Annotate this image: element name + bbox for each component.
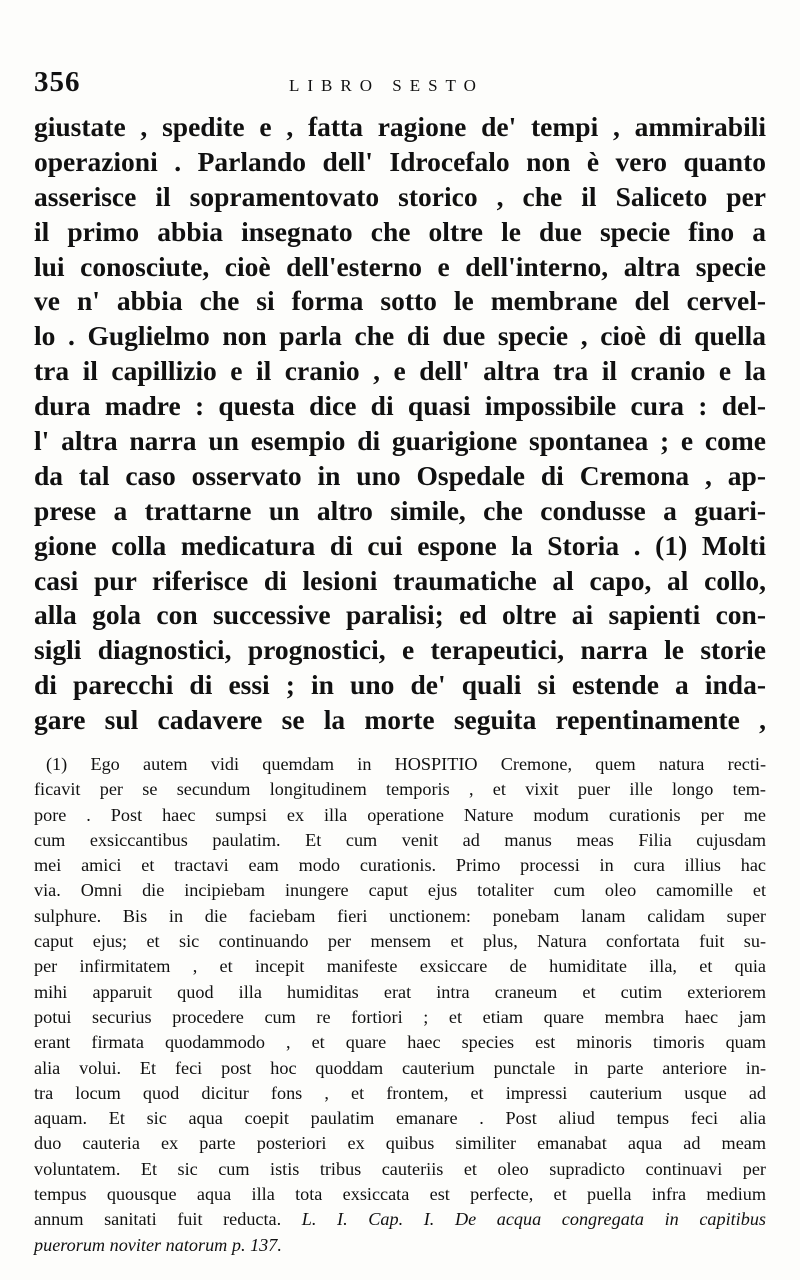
text-line: gione colla medicatura di cui espone la Storia . (1) Molti: [34, 529, 766, 561]
text-line: sigli diagnostici, prognostici, e terapeutici, narra le storie: [34, 634, 766, 666]
main-text: [34, 110, 766, 738]
footnote-line: pore . Post haec sumpsi ex illa operatione Nature modum curationis per me: [34, 804, 766, 825]
text-line: alla gola con successive paralisi; ed oltre ai sapienti con-: [34, 599, 766, 631]
text-line: operazioni . Parlando dell' Idrocefalo non è vero quanto: [34, 145, 766, 177]
citation-title: De acqua congregata in capitibus: [454, 1209, 767, 1230]
citation-ref: L. I. Cap. I.: [301, 1209, 435, 1230]
text-line: dura madre : questa dice di quasi impossibile cura : del-: [34, 390, 766, 422]
footnote-line: voluntatem. Et sic cum istis tribus cauteriis et oleo supradicto continuavi per: [34, 1158, 766, 1179]
text-line: giustate , spedite e , fatta ragione de' tempi , ammirabili: [34, 111, 766, 142]
text-line: lo . Guglielmo non parla che di due specie , cioè di quella: [34, 320, 766, 352]
footnote-line: mei amici et tractavi eam modo curationis. Primo processi in cura illius hac: [34, 855, 766, 876]
text-line: da tal caso osservato in uno Ospedale di Cremona , ap-: [34, 459, 766, 491]
footnote-line: (1) Ego autem vidi quemdam in HOSPITIO Cremone, quem natura recti-: [46, 754, 766, 774]
footnote-line: caput ejus; et sic continuando per mensem et plus, Natura confortata fuit su-: [34, 931, 766, 952]
footnote-line: tempus quousque aqua illa tota exsiccata est perfecte, et puella infra medium: [34, 1184, 766, 1205]
page-number: 356: [34, 66, 81, 98]
citation-title-continued: puerorum noviter natorum: [34, 1234, 228, 1255]
footnote-line: mihi apparuit quod illa humiditas erat intra craneum et cutim exteriorem: [34, 981, 766, 1002]
footnote-line: erant firmata quodammodo , et quare haec species est minoris timoris quam: [34, 1032, 766, 1053]
page-header: [34, 66, 764, 106]
footnote-line: sulphure. Bis in die faciebam fieri unctionem: ponebam lanam calidam super: [34, 905, 766, 926]
text-line: lui conosciute, cioè dell'esterno e dell'interno, altra specie: [34, 250, 766, 282]
footnote-line: per infirmitatem , et incepit manifeste exsiccare de humiditate illa, et quia: [34, 956, 766, 977]
footnote-line: ficavit per se secundum longitudinem temporis , et vixit puer ille longo tem-: [34, 779, 766, 800]
citation-page: p. 137.: [231, 1234, 282, 1255]
footnote-citation-line: [34, 1233, 766, 1258]
footnote-line: alia volui. Et feci post hoc quoddam cauterium punctale in parte anteriore in-: [34, 1057, 766, 1078]
footnote-line: via. Omni die incipiebam inungere caput ejus totaliter cum oleo camomille et: [34, 880, 766, 901]
text-line: l' altra narra un esempio di guarigione spontanea ; e come: [34, 425, 766, 457]
footnote-citation-line: [34, 1207, 766, 1232]
text-line: asserisce il sopramentovato storico , che il Saliceto per: [34, 180, 766, 212]
footnote-line: duo cauteria ex parte posteriori ex quibus similiter emanabat aqua ad meam: [34, 1133, 766, 1154]
footnote-line: aquam. Et sic aqua coepit paulatim emanare . Post aliud tempus feci alia: [34, 1108, 766, 1129]
text-line: gare sul cadavere se la morte seguita repentinamente ,: [34, 704, 766, 736]
text-line: prese a trattarne un altro simile, che condusse a guari-: [34, 494, 766, 526]
text-line: di parecchi di essi ; in uno de' quali si estende a inda-: [34, 669, 766, 701]
footnote-line: potui securius procedere cum re fortiori ; et etiam quare membra haec jam: [34, 1006, 766, 1027]
text-line: tra il capillizio e il cranio , e dell' altra tra il cranio e la: [34, 355, 766, 387]
running-head: LIBRO SESTO: [289, 76, 484, 95]
footnote-line: tra locum quod dicitur fons , et frontem, et impressi cauterium usque ad: [34, 1082, 766, 1103]
footnote: [34, 752, 766, 1258]
text-line: casi pur riferisce di lesioni traumatiche al capo, al collo,: [34, 564, 766, 596]
footnote-line-end: annum sanitati fuit reducta.: [34, 1209, 282, 1230]
footnote-line: cum exsiccantibus paulatim. Et cum venit ad manus meas Filia cujusdam: [34, 829, 766, 850]
text-line: ve n' abbia che si forma sotto le membrane del cervel-: [34, 285, 766, 317]
text-line: il primo abbia insegnato che oltre le due specie fino a: [34, 215, 766, 247]
